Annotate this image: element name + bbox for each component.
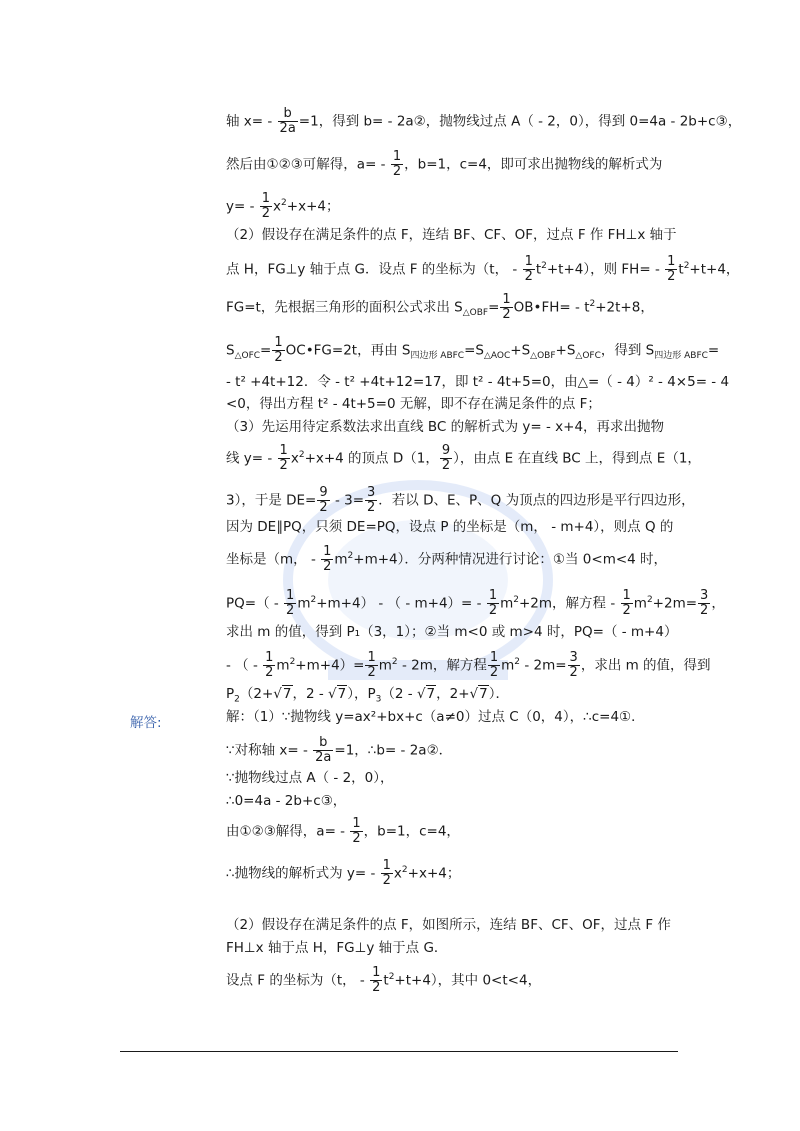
denominator: 2 bbox=[382, 873, 391, 888]
denominator: 2a bbox=[279, 121, 296, 136]
fraction bbox=[500, 293, 512, 322]
fraction bbox=[568, 651, 580, 680]
fraction bbox=[698, 589, 710, 618]
text: +S bbox=[510, 342, 531, 359]
fraction bbox=[523, 255, 535, 284]
numerator: 1 bbox=[622, 588, 631, 603]
subscript: △AOC bbox=[483, 351, 511, 362]
text: m bbox=[501, 657, 515, 674]
text-line bbox=[226, 336, 719, 365]
fraction bbox=[278, 107, 298, 136]
superscript: 2 bbox=[289, 657, 296, 667]
text: OC•FG=2t，再由 S bbox=[285, 342, 411, 359]
fraction bbox=[665, 255, 677, 284]
superscript: 2 bbox=[514, 657, 521, 667]
text-line bbox=[226, 255, 739, 284]
text: +2m，解方程 - bbox=[518, 595, 620, 612]
superscript: 2 bbox=[589, 299, 596, 309]
text-line bbox=[226, 589, 725, 618]
text-line: $P_2(2+√7$，2 - √7），$P_3(2 - √7$，2+√7）． bbox=[226, 686, 509, 705]
text: m bbox=[297, 595, 311, 612]
fraction bbox=[381, 859, 393, 888]
superscript: 2 bbox=[401, 865, 408, 875]
text: ，2+ bbox=[436, 686, 470, 702]
fraction bbox=[350, 817, 362, 846]
text: x bbox=[290, 450, 299, 467]
fraction bbox=[263, 651, 275, 680]
text-line bbox=[226, 293, 654, 322]
text: PQ=（ - bbox=[226, 595, 284, 612]
text: +S bbox=[555, 342, 576, 359]
text: （2+ bbox=[239, 686, 274, 702]
numerator: 1 bbox=[367, 650, 376, 665]
numerator: 1 bbox=[524, 254, 533, 269]
denominator: 2 bbox=[372, 980, 381, 995]
text: +t+4， bbox=[689, 261, 740, 278]
denominator: 2 bbox=[524, 269, 533, 284]
text: ），P bbox=[347, 686, 376, 702]
text: - （ - bbox=[226, 657, 263, 674]
text: +2t+8， bbox=[595, 299, 654, 316]
text: 由①②③解得，a= - bbox=[226, 823, 350, 840]
subscript: 四边形 ABFC bbox=[654, 351, 708, 362]
text: t bbox=[535, 261, 542, 278]
subscript: 3 bbox=[375, 694, 382, 705]
text: m bbox=[633, 595, 647, 612]
sqrt-radicand: 7 bbox=[479, 686, 488, 702]
text-line bbox=[226, 817, 460, 846]
fraction bbox=[365, 486, 377, 515]
text: =1，得到 b= - 2a②，抛物线过点 A（ - 2，0），得到 0=4a - 2b+c③， bbox=[298, 113, 742, 130]
text: 轴 x= - bbox=[226, 113, 277, 130]
denominator: 2 bbox=[622, 603, 631, 618]
denominator: 2 bbox=[323, 559, 332, 574]
fraction bbox=[317, 486, 329, 515]
text: ），由点 E 在直线 BC 上，得到点 E（1， bbox=[453, 450, 701, 467]
fraction bbox=[321, 545, 333, 574]
denominator: 2 bbox=[502, 307, 511, 322]
text-line: ∵抛物线过点 A（ - 2，0）， bbox=[226, 770, 394, 786]
numerator: b bbox=[319, 735, 328, 750]
text: = bbox=[260, 342, 272, 359]
denominator: 2 bbox=[352, 831, 361, 846]
text: - 2m= bbox=[520, 657, 567, 674]
text: m bbox=[276, 657, 290, 674]
fraction bbox=[487, 589, 499, 618]
denominator: 2 bbox=[279, 458, 288, 473]
text: ）． bbox=[488, 686, 509, 702]
text: 坐标是（m， - bbox=[226, 551, 321, 568]
text: S bbox=[226, 342, 235, 359]
text: - 3= bbox=[330, 492, 365, 509]
text: +x+4 的顶点 D（1， bbox=[304, 450, 439, 467]
sqrt-radicand: 7 bbox=[282, 686, 292, 702]
numerator: 1 bbox=[489, 650, 499, 665]
text-line bbox=[226, 150, 662, 179]
text: 设点 F 的坐标为（t， - bbox=[226, 972, 370, 989]
numerator: 1 bbox=[323, 544, 332, 559]
text: ，b=1，c=4， bbox=[363, 823, 460, 840]
text: （2 - bbox=[381, 686, 417, 702]
numerator: 1 bbox=[352, 816, 361, 831]
text: t bbox=[383, 972, 389, 989]
fraction bbox=[278, 444, 290, 473]
superscript: 2 bbox=[683, 261, 690, 271]
numerator: 1 bbox=[392, 149, 402, 164]
text-line bbox=[226, 651, 711, 680]
subscript: △OFC bbox=[234, 351, 261, 362]
denominator: 2 bbox=[286, 603, 295, 618]
superscript: 2 bbox=[310, 595, 317, 605]
text: OB•FH= - t bbox=[513, 299, 590, 316]
text: ，b=1，c=4，即可求出抛物线的解析式为 bbox=[404, 156, 663, 173]
text-line: 求出 m 的值，得到 P₁（3，1）；②当 m<0 或 m>4 时，PQ=（ - m+4） bbox=[226, 624, 678, 640]
numerator: b bbox=[283, 106, 292, 121]
subscript: △OBF bbox=[462, 308, 489, 319]
superscript: 2 bbox=[298, 450, 305, 460]
text: P bbox=[226, 686, 235, 702]
text-line: 因为 DE∥PQ，只须 DE=PQ，设点 P 的坐标是（m， - m+4），则点 Q 的 bbox=[226, 519, 674, 535]
denominator: 2 bbox=[261, 206, 271, 221]
answer-label: 解答: bbox=[130, 715, 162, 731]
text: ∵对称轴 x= - bbox=[226, 742, 313, 759]
text: ，2 - bbox=[292, 686, 329, 702]
fraction bbox=[365, 651, 377, 680]
text: m bbox=[378, 657, 392, 674]
fraction bbox=[260, 192, 272, 221]
text-line: （2）假设存在满足条件的点 F，如图所示，连结 BF、CF、OF，过点 F 作 bbox=[226, 917, 671, 933]
text: 然后由①②③可解得，a= - bbox=[226, 156, 390, 173]
text: m bbox=[500, 595, 514, 612]
numerator: 1 bbox=[667, 254, 676, 269]
text: t bbox=[678, 261, 684, 278]
superscript: 2 bbox=[347, 551, 354, 561]
denominator: 2 bbox=[392, 164, 402, 179]
superscript: 2 bbox=[646, 595, 653, 605]
text-line: 解：（1）∵抛物线 y=ax²+bx+c（a≠0）过点 C（0，4），∴c=4①． bbox=[226, 709, 645, 725]
numerator: 1 bbox=[265, 650, 274, 665]
text: m bbox=[334, 551, 348, 568]
text: +t+4），则 FH= - bbox=[546, 261, 665, 278]
fraction bbox=[391, 150, 403, 179]
text: =1，∴b= - 2a②． bbox=[334, 742, 453, 759]
text: = bbox=[488, 299, 500, 316]
fraction bbox=[488, 651, 500, 680]
denominator: 2 bbox=[667, 269, 676, 284]
text-line bbox=[226, 736, 452, 765]
text: +x+4； bbox=[286, 198, 340, 215]
denominator: 2 bbox=[265, 665, 274, 680]
subscript: 2 bbox=[234, 694, 240, 705]
superscript: 2 bbox=[281, 198, 287, 208]
text: ， bbox=[711, 595, 725, 612]
text: x bbox=[393, 865, 402, 882]
text: +m+4）= bbox=[295, 657, 365, 674]
denominator: 2 bbox=[488, 603, 498, 618]
text-line bbox=[226, 444, 701, 473]
numerator: 3 bbox=[700, 588, 709, 603]
text: - 2m，解方程 bbox=[397, 657, 487, 674]
text: +x+4； bbox=[407, 865, 461, 882]
numerator: 1 bbox=[274, 335, 283, 350]
subscript: 四边形 ABFC bbox=[410, 351, 465, 362]
sqrt-radicand: 7 bbox=[337, 686, 347, 702]
fraction bbox=[621, 589, 633, 618]
numerator: 3 bbox=[569, 650, 578, 665]
numerator: 1 bbox=[372, 965, 381, 980]
numerator: 9 bbox=[441, 443, 451, 458]
text-line: - t² +4t+12．令 - t² +4t+12=17，即 t² - 4t+5=0，由△=（ - 4）² - 4×5= - 4 bbox=[226, 374, 730, 390]
text: +t+4），其中 0<t<4， bbox=[394, 972, 542, 989]
fraction bbox=[284, 589, 296, 618]
superscript: 2 bbox=[391, 657, 398, 667]
text: 点 H，FG⊥y 轴于点 G．设点 F 的坐标为（t， - bbox=[226, 261, 522, 278]
numerator: 1 bbox=[502, 292, 511, 307]
text: FG=t，先根据三角形的面积公式求出 S bbox=[226, 299, 463, 316]
text-line: （2）假设存在满足条件的点 F，连结 BF、CF、OF，过点 F 作 FH⊥x 轴于 bbox=[226, 227, 677, 243]
fraction bbox=[440, 444, 452, 473]
text: =S bbox=[464, 342, 484, 359]
superscript: 2 bbox=[513, 595, 519, 605]
text-line: <0，得出方程 t² - 4t+5=0 无解，即不存在满足条件的点 F； bbox=[226, 396, 601, 412]
subscript: △OBF bbox=[530, 351, 556, 362]
text: x bbox=[273, 198, 282, 215]
text-line bbox=[226, 966, 541, 995]
superscript: 2 bbox=[541, 261, 547, 271]
denominator: 2 bbox=[441, 458, 451, 473]
denominator: 2a bbox=[315, 750, 332, 765]
denominator: 2 bbox=[319, 500, 328, 515]
text-line bbox=[226, 545, 667, 574]
numerator: 1 bbox=[286, 588, 295, 603]
text: 线 y= - bbox=[226, 450, 277, 467]
numerator: 9 bbox=[319, 485, 328, 500]
denominator: 2 bbox=[489, 665, 499, 680]
sqrt-radicand: 7 bbox=[426, 686, 436, 702]
text: = bbox=[707, 342, 720, 359]
text-line: ∴0=4a - 2b+c③， bbox=[226, 793, 347, 809]
superscript: 2 bbox=[388, 972, 395, 982]
denominator: 2 bbox=[274, 350, 283, 365]
text: ，求出 m 的值，得到 bbox=[580, 657, 711, 674]
denominator: 2 bbox=[367, 665, 376, 680]
fraction bbox=[272, 336, 284, 365]
numerator: 1 bbox=[279, 443, 288, 458]
subscript: △OFC bbox=[575, 351, 601, 362]
numerator: 3 bbox=[367, 485, 376, 500]
numerator: 1 bbox=[488, 588, 498, 603]
footer-rule bbox=[120, 1051, 678, 1052]
text: ∴抛物线的解析式为 y= - bbox=[226, 865, 380, 882]
text: +m+4）．分两种情况进行讨论：①当 0<m<4 时， bbox=[353, 551, 668, 568]
denominator: 2 bbox=[700, 603, 709, 618]
text: ，得到 S bbox=[600, 342, 655, 359]
text-line bbox=[226, 486, 695, 515]
text: +m+4） - （ - m+4）= - bbox=[316, 595, 486, 612]
text-line bbox=[226, 192, 339, 221]
text-line bbox=[226, 107, 741, 136]
text-line bbox=[226, 859, 460, 888]
numerator: 1 bbox=[382, 858, 391, 873]
text-line: FH⊥x 轴于点 H，FG⊥y 轴于点 G． bbox=[226, 940, 448, 956]
text-line: （3）先运用待定系数法求出直线 BC 的解析式为 y= - x+4，再求出抛物 bbox=[226, 419, 665, 435]
fraction bbox=[313, 736, 333, 765]
text: 3），于是 DE= bbox=[226, 492, 317, 509]
denominator: 2 bbox=[367, 500, 376, 515]
text: y= - bbox=[226, 198, 259, 215]
text: ．若以 D、E、P、Q 为顶点的四边形是平行四边形， bbox=[378, 492, 695, 509]
text: +2m= bbox=[652, 595, 698, 612]
numerator: 1 bbox=[261, 191, 271, 206]
fraction bbox=[370, 966, 382, 995]
denominator: 2 bbox=[569, 665, 578, 680]
